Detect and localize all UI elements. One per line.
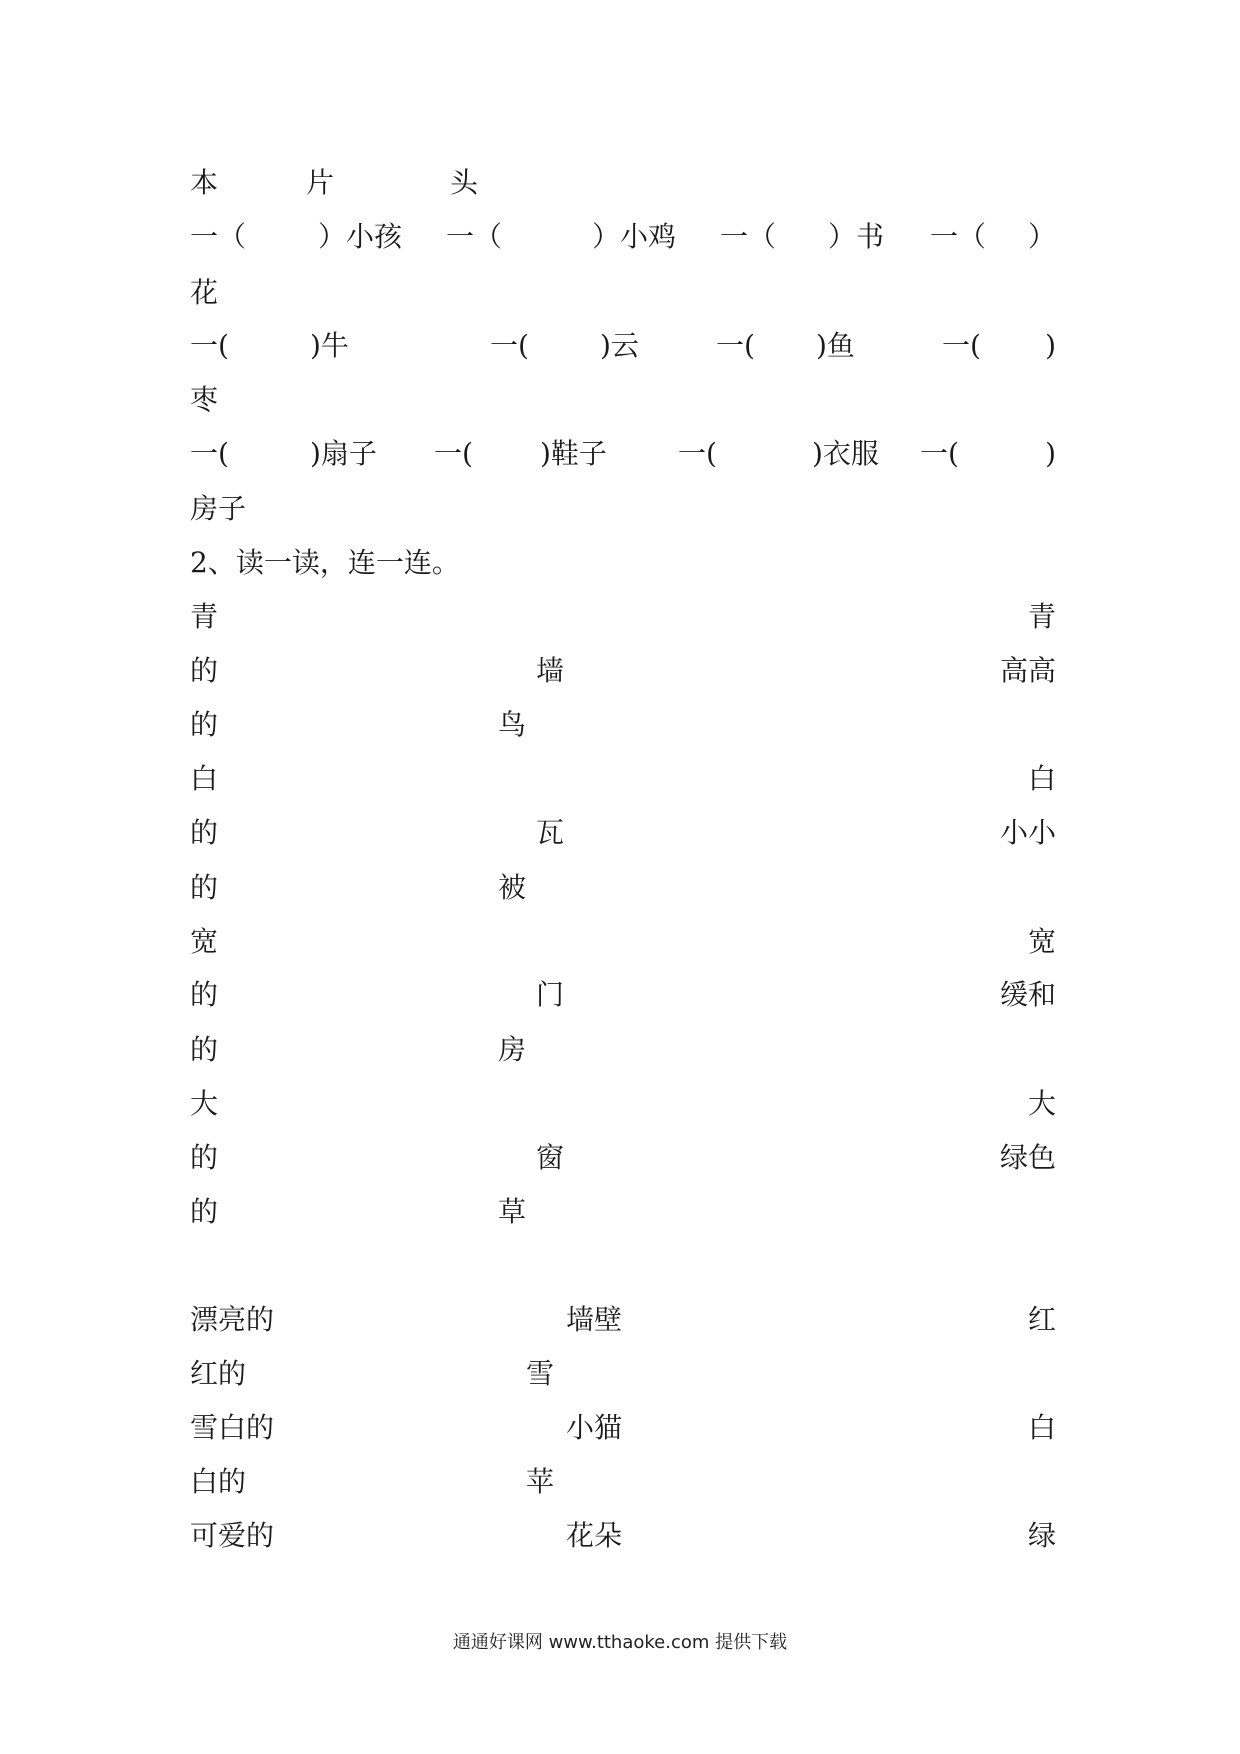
match-right: 绿色 (999, 1141, 1056, 1174)
measure-word-row-1 (190, 217, 1056, 257)
blank-close-label: )鱼 (816, 329, 855, 362)
blank-open: 一( (190, 329, 229, 362)
word-row-0 (190, 163, 1056, 203)
match-mid: 瓦 (536, 816, 565, 849)
match-row (190, 651, 1056, 691)
match-mid: 苹 (526, 1465, 555, 1498)
blank-close-label: )云 (600, 329, 639, 362)
match-row (190, 759, 1056, 799)
measure-word-row-3-wrap (190, 489, 1056, 529)
match-left: 的 (190, 978, 219, 1011)
match-left: 宽 (190, 925, 219, 958)
match-right: 缓和 (999, 978, 1056, 1011)
match-row (190, 705, 1056, 745)
blank-open: 一( (434, 437, 473, 470)
blank-open: 一( (942, 329, 981, 362)
match-right: 青 (1027, 600, 1056, 633)
word-tou: 头 (450, 166, 479, 199)
blank-open: 一( (920, 437, 959, 470)
match-left: 雪白的 (190, 1411, 275, 1444)
match-row (190, 1462, 1056, 1502)
blank-close-label: ）小孩 (318, 220, 403, 253)
match-right: 大 (1027, 1087, 1056, 1120)
match-left: 漂亮的 (190, 1303, 275, 1336)
match-left: 的 (190, 871, 219, 904)
match-right: 高高 (999, 654, 1056, 687)
match-mid: 房 (498, 1033, 527, 1066)
match-left: 的 (190, 816, 219, 849)
word-pian: 片 (306, 166, 335, 199)
blank-open: 一( (490, 329, 529, 362)
match-left: 的 (190, 708, 219, 741)
match-left: 白 (190, 762, 219, 795)
blank-open: 一( (678, 437, 717, 470)
match-row (190, 922, 1056, 962)
match-mid: 被 (498, 871, 527, 904)
wrap-word: 房子 (190, 492, 247, 525)
match-left: 红的 (190, 1357, 247, 1390)
match-row (190, 1408, 1056, 1448)
blank-open: 一（ (190, 220, 247, 253)
match-right: 红 (1027, 1303, 1056, 1336)
match-mid: 墙壁 (566, 1303, 623, 1336)
match-row (190, 1192, 1056, 1232)
match-row (190, 1300, 1056, 1340)
blank-close: ) (1045, 329, 1056, 362)
match-row (190, 1084, 1056, 1124)
measure-word-row-2-wrap (190, 380, 1056, 420)
match-mid: 小猫 (566, 1411, 623, 1444)
blank-open: 一（ (720, 220, 777, 253)
blank-open: 一( (190, 437, 229, 470)
blank-close-label: )牛 (310, 329, 349, 362)
wrap-word: 花 (190, 276, 219, 309)
word-ben: 本 (190, 166, 219, 199)
match-right: 小小 (999, 816, 1056, 849)
match-mid: 窗 (536, 1141, 565, 1174)
match-mid: 草 (498, 1195, 527, 1228)
blank-close-label: ）书 (828, 220, 885, 253)
section-2-title (190, 543, 1056, 583)
match-row (190, 1354, 1056, 1394)
match-row (190, 868, 1056, 908)
blank-close-label: ）小鸡 (592, 220, 677, 253)
blank-close: ) (1045, 437, 1056, 470)
match-row (190, 1138, 1056, 1178)
match-mid: 鸟 (498, 708, 527, 741)
match-left: 可爱的 (190, 1519, 275, 1552)
blank-open: 一（ (446, 220, 503, 253)
blank-close-label: )扇子 (310, 437, 377, 470)
match-row (190, 1030, 1056, 1070)
match-left: 的 (190, 1033, 219, 1066)
blank-close: ） (1027, 220, 1056, 253)
match-left: 的 (190, 1141, 219, 1174)
match-right: 绿 (1027, 1519, 1056, 1552)
blank-close-label: )鞋子 (540, 437, 607, 470)
blank-open: 一( (716, 329, 755, 362)
match-mid: 花朵 (566, 1519, 623, 1552)
match-mid: 墙 (536, 654, 565, 687)
match-mid: 门 (536, 978, 565, 1011)
section-title-text: 2、读一读，连一连。 (190, 546, 460, 579)
wrap-word: 枣 (190, 383, 219, 416)
match-mid: 雪 (526, 1357, 555, 1390)
measure-word-row-1-wrap (190, 273, 1056, 313)
match-left: 的 (190, 1195, 219, 1228)
match-row (190, 1516, 1056, 1556)
match-row (190, 813, 1056, 853)
match-right: 白 (1027, 762, 1056, 795)
match-row (190, 597, 1056, 637)
measure-word-row-3 (190, 434, 1056, 474)
match-left: 青 (190, 600, 219, 633)
match-left: 的 (190, 654, 219, 687)
match-left: 白的 (190, 1465, 247, 1498)
match-left: 大 (190, 1087, 219, 1120)
page-footer: 通通好课网 www.tthaoke.com 提供下载 (452, 1632, 788, 1653)
measure-word-row-2 (190, 326, 1056, 366)
match-right: 白 (1027, 1411, 1056, 1444)
match-row (190, 975, 1056, 1015)
match-right: 宽 (1027, 925, 1056, 958)
blank-close-label: )衣服 (812, 437, 879, 470)
blank-open: 一（ (930, 220, 987, 253)
